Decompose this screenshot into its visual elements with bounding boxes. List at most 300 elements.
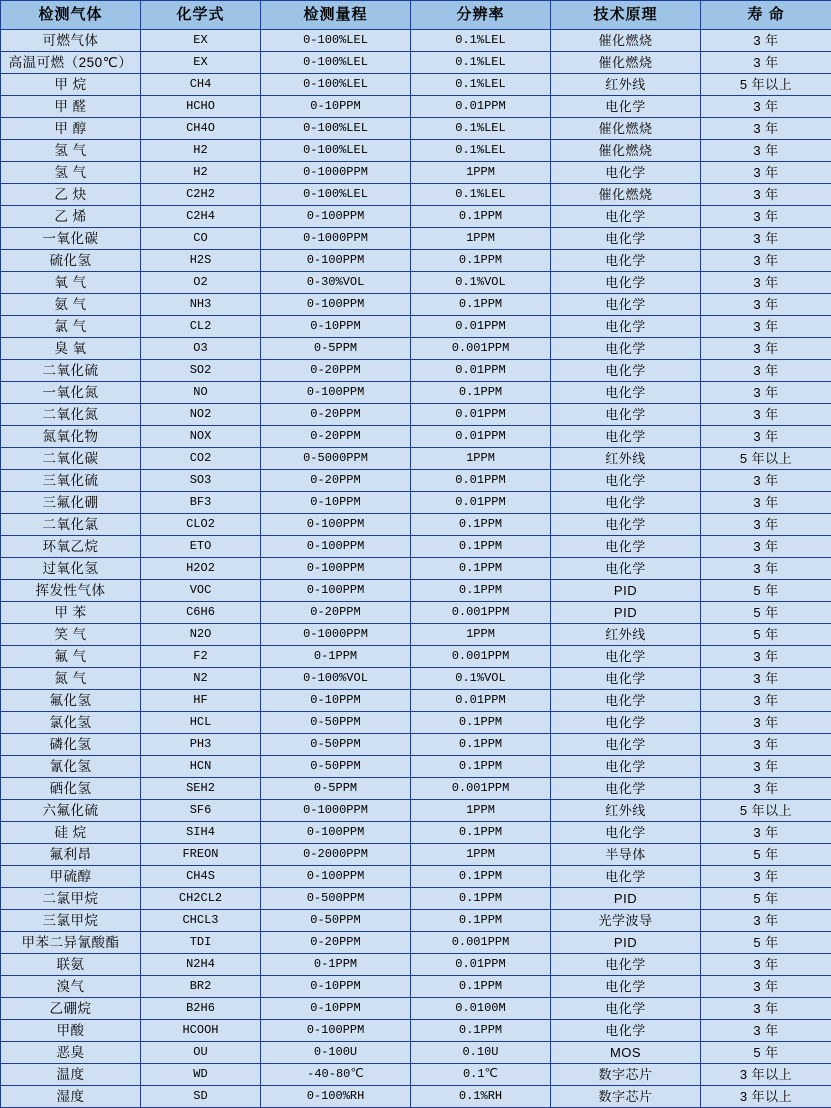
cell-gas: 氯化氢 bbox=[1, 712, 141, 734]
cell-principle: 电化学 bbox=[551, 96, 701, 118]
cell-principle: 电化学 bbox=[551, 426, 701, 448]
cell-gas: 硅 烷 bbox=[1, 822, 141, 844]
cell-lifespan: 5 年以上 bbox=[701, 448, 831, 470]
cell-lifespan: 3 年 bbox=[701, 338, 831, 360]
cell-resolution: 0.01PPM bbox=[411, 470, 551, 492]
cell-lifespan: 5 年以上 bbox=[701, 800, 831, 822]
cell-resolution: 0.1%VOL bbox=[411, 668, 551, 690]
cell-resolution: 1PPM bbox=[411, 800, 551, 822]
table-row bbox=[1, 866, 831, 888]
cell-resolution: 0.001PPM bbox=[411, 338, 551, 360]
cell-gas: 甲 醛 bbox=[1, 96, 141, 118]
cell-resolution: 0.1PPM bbox=[411, 734, 551, 756]
table-row bbox=[1, 74, 831, 96]
cell-principle: 催化燃烧 bbox=[551, 30, 701, 52]
cell-lifespan: 5 年 bbox=[701, 844, 831, 866]
cell-gas: 环氧乙烷 bbox=[1, 536, 141, 558]
table-row bbox=[1, 470, 831, 492]
cell-range: 0-30%VOL bbox=[261, 272, 411, 294]
cell-principle: 电化学 bbox=[551, 778, 701, 800]
cell-range: 0-10PPM bbox=[261, 96, 411, 118]
cell-formula: F2 bbox=[141, 646, 261, 668]
cell-principle: PID bbox=[551, 602, 701, 624]
cell-formula: SEH2 bbox=[141, 778, 261, 800]
cell-principle: PID bbox=[551, 580, 701, 602]
cell-gas: 氢 气 bbox=[1, 140, 141, 162]
cell-lifespan: 3 年 bbox=[701, 1020, 831, 1042]
table-row bbox=[1, 1086, 831, 1108]
cell-gas: 三氧化硫 bbox=[1, 470, 141, 492]
cell-lifespan: 3 年 bbox=[701, 646, 831, 668]
cell-range: 0-100PPM bbox=[261, 514, 411, 536]
cell-formula: CH4S bbox=[141, 866, 261, 888]
table-row bbox=[1, 690, 831, 712]
cell-lifespan: 3 年 bbox=[701, 492, 831, 514]
table-row bbox=[1, 536, 831, 558]
cell-resolution: 0.01PPM bbox=[411, 690, 551, 712]
cell-formula: ETO bbox=[141, 536, 261, 558]
cell-range: 0-1000PPM bbox=[261, 228, 411, 250]
cell-lifespan: 3 年 bbox=[701, 206, 831, 228]
cell-gas: 氨 气 bbox=[1, 294, 141, 316]
cell-gas: 氧 气 bbox=[1, 272, 141, 294]
cell-resolution: 1PPM bbox=[411, 448, 551, 470]
cell-lifespan: 5 年 bbox=[701, 1042, 831, 1064]
cell-range: 0-500PPM bbox=[261, 888, 411, 910]
cell-formula: TDI bbox=[141, 932, 261, 954]
cell-lifespan: 3 年 bbox=[701, 272, 831, 294]
table-row bbox=[1, 228, 831, 250]
cell-gas: 甲 烷 bbox=[1, 74, 141, 96]
cell-formula: C6H6 bbox=[141, 602, 261, 624]
cell-principle: 电化学 bbox=[551, 250, 701, 272]
cell-gas: 乙 烯 bbox=[1, 206, 141, 228]
cell-range: 0-20PPM bbox=[261, 602, 411, 624]
cell-resolution: 0.1%LEL bbox=[411, 140, 551, 162]
cell-lifespan: 3 年 bbox=[701, 52, 831, 74]
cell-lifespan: 3 年 bbox=[701, 360, 831, 382]
cell-principle: PID bbox=[551, 932, 701, 954]
table-row bbox=[1, 822, 831, 844]
cell-lifespan: 3 年 bbox=[701, 294, 831, 316]
table-row bbox=[1, 844, 831, 866]
column-header-range: 检测量程 bbox=[261, 1, 411, 30]
cell-lifespan: 3 年 bbox=[701, 668, 831, 690]
cell-gas: 硒化氢 bbox=[1, 778, 141, 800]
cell-gas: 温度 bbox=[1, 1064, 141, 1086]
cell-range: 0-100PPM bbox=[261, 294, 411, 316]
table-row bbox=[1, 250, 831, 272]
cell-resolution: 0.1PPM bbox=[411, 250, 551, 272]
table-row bbox=[1, 338, 831, 360]
cell-gas: 六氟化硫 bbox=[1, 800, 141, 822]
cell-resolution: 0.1PPM bbox=[411, 822, 551, 844]
cell-resolution: 0.1PPM bbox=[411, 976, 551, 998]
cell-range: 0-5000PPM bbox=[261, 448, 411, 470]
cell-resolution: 0.01PPM bbox=[411, 96, 551, 118]
cell-range: 0-100PPM bbox=[261, 866, 411, 888]
cell-principle: MOS bbox=[551, 1042, 701, 1064]
cell-principle: 电化学 bbox=[551, 756, 701, 778]
cell-lifespan: 3 年 bbox=[701, 30, 831, 52]
cell-principle: 电化学 bbox=[551, 162, 701, 184]
cell-resolution: 0.001PPM bbox=[411, 932, 551, 954]
cell-formula: H2 bbox=[141, 140, 261, 162]
cell-lifespan: 3 年 bbox=[701, 514, 831, 536]
cell-formula: CH2CL2 bbox=[141, 888, 261, 910]
cell-gas: 二氧化碳 bbox=[1, 448, 141, 470]
cell-lifespan: 5 年 bbox=[701, 888, 831, 910]
cell-resolution: 0.01PPM bbox=[411, 492, 551, 514]
cell-gas: 笑 气 bbox=[1, 624, 141, 646]
cell-resolution: 0.1PPM bbox=[411, 514, 551, 536]
cell-lifespan: 3 年 bbox=[701, 184, 831, 206]
table-row bbox=[1, 382, 831, 404]
cell-principle: 光学波导 bbox=[551, 910, 701, 932]
cell-resolution: 0.01PPM bbox=[411, 954, 551, 976]
cell-principle: 数字芯片 bbox=[551, 1086, 701, 1108]
table-row bbox=[1, 800, 831, 822]
cell-principle: 电化学 bbox=[551, 690, 701, 712]
column-header-principle: 技术原理 bbox=[551, 1, 701, 30]
table-row bbox=[1, 426, 831, 448]
cell-gas: 三氯甲烷 bbox=[1, 910, 141, 932]
cell-formula: N2H4 bbox=[141, 954, 261, 976]
cell-gas: 磷化氢 bbox=[1, 734, 141, 756]
cell-lifespan: 3 年 bbox=[701, 426, 831, 448]
cell-range: 0-100PPM bbox=[261, 558, 411, 580]
cell-resolution: 0.001PPM bbox=[411, 602, 551, 624]
cell-resolution: 0.001PPM bbox=[411, 646, 551, 668]
cell-formula: NOX bbox=[141, 426, 261, 448]
cell-principle: 电化学 bbox=[551, 470, 701, 492]
cell-formula: CLO2 bbox=[141, 514, 261, 536]
cell-lifespan: 5 年 bbox=[701, 932, 831, 954]
cell-principle: 电化学 bbox=[551, 976, 701, 998]
cell-principle: 数字芯片 bbox=[551, 1064, 701, 1086]
cell-gas: 硫化氢 bbox=[1, 250, 141, 272]
cell-formula: BF3 bbox=[141, 492, 261, 514]
cell-lifespan: 3 年 bbox=[701, 118, 831, 140]
cell-lifespan: 3 年 bbox=[701, 470, 831, 492]
cell-range: 0-10PPM bbox=[261, 492, 411, 514]
cell-range: 0-100%LEL bbox=[261, 74, 411, 96]
cell-range: 0-1000PPM bbox=[261, 624, 411, 646]
cell-resolution: 0.01PPM bbox=[411, 360, 551, 382]
cell-range: 0-5PPM bbox=[261, 338, 411, 360]
table-row bbox=[1, 448, 831, 470]
cell-formula: CO bbox=[141, 228, 261, 250]
cell-range: 0-100PPM bbox=[261, 206, 411, 228]
cell-formula: SD bbox=[141, 1086, 261, 1108]
cell-resolution: 0.1%LEL bbox=[411, 74, 551, 96]
cell-range: 0-100PPM bbox=[261, 250, 411, 272]
cell-lifespan: 3 年 bbox=[701, 954, 831, 976]
cell-resolution: 0.1%LEL bbox=[411, 52, 551, 74]
cell-gas: 挥发性气体 bbox=[1, 580, 141, 602]
table-row bbox=[1, 778, 831, 800]
cell-formula: EX bbox=[141, 52, 261, 74]
cell-resolution: 0.1PPM bbox=[411, 910, 551, 932]
table-row bbox=[1, 162, 831, 184]
cell-lifespan: 3 年 bbox=[701, 140, 831, 162]
cell-resolution: 0.1%LEL bbox=[411, 184, 551, 206]
cell-resolution: 0.10U bbox=[411, 1042, 551, 1064]
cell-formula: HF bbox=[141, 690, 261, 712]
cell-principle: 电化学 bbox=[551, 272, 701, 294]
cell-lifespan: 3 年 bbox=[701, 712, 831, 734]
cell-gas: 过氧化氢 bbox=[1, 558, 141, 580]
cell-resolution: 0.1PPM bbox=[411, 888, 551, 910]
cell-gas: 氯 气 bbox=[1, 316, 141, 338]
cell-formula: B2H6 bbox=[141, 998, 261, 1020]
cell-principle: 催化燃烧 bbox=[551, 52, 701, 74]
table-row bbox=[1, 294, 831, 316]
cell-range: 0-20PPM bbox=[261, 470, 411, 492]
table-row bbox=[1, 734, 831, 756]
cell-range: 0-1PPM bbox=[261, 646, 411, 668]
cell-gas: 二氧化硫 bbox=[1, 360, 141, 382]
cell-formula: BR2 bbox=[141, 976, 261, 998]
column-header-gas: 检测气体 bbox=[1, 1, 141, 30]
cell-lifespan: 3 年 bbox=[701, 382, 831, 404]
cell-range: 0-10PPM bbox=[261, 316, 411, 338]
cell-principle: 红外线 bbox=[551, 74, 701, 96]
cell-range: 0-50PPM bbox=[261, 712, 411, 734]
table-body bbox=[1, 30, 831, 1108]
cell-gas: 氰化氢 bbox=[1, 756, 141, 778]
cell-formula: NO2 bbox=[141, 404, 261, 426]
cell-range: 0-20PPM bbox=[261, 932, 411, 954]
cell-range: 0-1000PPM bbox=[261, 800, 411, 822]
cell-principle: 电化学 bbox=[551, 404, 701, 426]
cell-principle: 电化学 bbox=[551, 360, 701, 382]
cell-resolution: 0.1℃ bbox=[411, 1064, 551, 1086]
cell-principle: 电化学 bbox=[551, 514, 701, 536]
cell-principle: 电化学 bbox=[551, 998, 701, 1020]
table-row bbox=[1, 888, 831, 910]
cell-principle: 催化燃烧 bbox=[551, 184, 701, 206]
cell-gas: 二氯甲烷 bbox=[1, 888, 141, 910]
cell-formula: CO2 bbox=[141, 448, 261, 470]
column-header-resolution: 分辨率 bbox=[411, 1, 551, 30]
cell-lifespan: 3 年 bbox=[701, 822, 831, 844]
cell-gas: 氢 气 bbox=[1, 162, 141, 184]
cell-formula: O3 bbox=[141, 338, 261, 360]
cell-resolution: 0.1PPM bbox=[411, 712, 551, 734]
table-row bbox=[1, 1020, 831, 1042]
cell-gas: 溴气 bbox=[1, 976, 141, 998]
cell-lifespan: 3 年 bbox=[701, 316, 831, 338]
cell-formula: C2H4 bbox=[141, 206, 261, 228]
cell-formula: HCN bbox=[141, 756, 261, 778]
cell-range: 0-2000PPM bbox=[261, 844, 411, 866]
cell-resolution: 0.1PPM bbox=[411, 206, 551, 228]
table-row bbox=[1, 184, 831, 206]
cell-resolution: 0.01PPM bbox=[411, 426, 551, 448]
cell-resolution: 0.1PPM bbox=[411, 536, 551, 558]
table-row bbox=[1, 30, 831, 52]
cell-range: 0-20PPM bbox=[261, 426, 411, 448]
table-row bbox=[1, 668, 831, 690]
table-header bbox=[1, 1, 831, 30]
cell-principle: 电化学 bbox=[551, 338, 701, 360]
cell-range: 0-100U bbox=[261, 1042, 411, 1064]
cell-principle: 电化学 bbox=[551, 668, 701, 690]
cell-principle: 电化学 bbox=[551, 822, 701, 844]
cell-formula: C2H2 bbox=[141, 184, 261, 206]
column-header-formula: 化学式 bbox=[141, 1, 261, 30]
cell-formula: H2O2 bbox=[141, 558, 261, 580]
cell-gas: 氮氧化物 bbox=[1, 426, 141, 448]
table-row bbox=[1, 932, 831, 954]
table-row bbox=[1, 360, 831, 382]
cell-lifespan: 3 年 bbox=[701, 96, 831, 118]
cell-lifespan: 3 年 bbox=[701, 866, 831, 888]
cell-formula: FREON bbox=[141, 844, 261, 866]
cell-gas: 甲硫醇 bbox=[1, 866, 141, 888]
cell-formula: H2S bbox=[141, 250, 261, 272]
cell-range: 0-10PPM bbox=[261, 998, 411, 1020]
cell-range: 0-100%LEL bbox=[261, 184, 411, 206]
cell-formula: CH4O bbox=[141, 118, 261, 140]
table-row bbox=[1, 140, 831, 162]
table-row bbox=[1, 206, 831, 228]
cell-gas: 二氧化氯 bbox=[1, 514, 141, 536]
cell-range: 0-100%LEL bbox=[261, 30, 411, 52]
cell-resolution: 0.001PPM bbox=[411, 778, 551, 800]
cell-formula: SO3 bbox=[141, 470, 261, 492]
cell-gas: 联氨 bbox=[1, 954, 141, 976]
cell-range: -40-80℃ bbox=[261, 1064, 411, 1086]
cell-gas: 乙 炔 bbox=[1, 184, 141, 206]
cell-range: 0-100PPM bbox=[261, 1020, 411, 1042]
table-row bbox=[1, 976, 831, 998]
cell-gas: 一氧化氮 bbox=[1, 382, 141, 404]
cell-formula: NH3 bbox=[141, 294, 261, 316]
cell-gas: 甲 醇 bbox=[1, 118, 141, 140]
cell-range: 0-10PPM bbox=[261, 690, 411, 712]
cell-resolution: 0.1%LEL bbox=[411, 30, 551, 52]
cell-resolution: 0.1PPM bbox=[411, 558, 551, 580]
cell-formula: O2 bbox=[141, 272, 261, 294]
cell-range: 0-50PPM bbox=[261, 756, 411, 778]
table-row bbox=[1, 118, 831, 140]
cell-resolution: 0.01PPM bbox=[411, 316, 551, 338]
cell-range: 0-1PPM bbox=[261, 954, 411, 976]
cell-resolution: 0.1%RH bbox=[411, 1086, 551, 1108]
cell-gas: 氟利昂 bbox=[1, 844, 141, 866]
cell-formula: SO2 bbox=[141, 360, 261, 382]
cell-formula: NO bbox=[141, 382, 261, 404]
cell-principle: 电化学 bbox=[551, 316, 701, 338]
cell-lifespan: 5 年以上 bbox=[701, 74, 831, 96]
cell-range: 0-100PPM bbox=[261, 580, 411, 602]
cell-lifespan: 3 年 bbox=[701, 910, 831, 932]
table-row bbox=[1, 602, 831, 624]
cell-formula: HCHO bbox=[141, 96, 261, 118]
table-row bbox=[1, 52, 831, 74]
cell-formula: PH3 bbox=[141, 734, 261, 756]
cell-lifespan: 3 年以上 bbox=[701, 1086, 831, 1108]
cell-range: 0-10PPM bbox=[261, 976, 411, 998]
cell-principle: 电化学 bbox=[551, 492, 701, 514]
cell-lifespan: 3 年 bbox=[701, 558, 831, 580]
cell-gas: 甲 苯 bbox=[1, 602, 141, 624]
cell-lifespan: 3 年 bbox=[701, 998, 831, 1020]
cell-resolution: 1PPM bbox=[411, 162, 551, 184]
cell-range: 0-100%LEL bbox=[261, 118, 411, 140]
cell-principle: 电化学 bbox=[551, 866, 701, 888]
cell-principle: 电化学 bbox=[551, 558, 701, 580]
cell-principle: 催化燃烧 bbox=[551, 140, 701, 162]
cell-range: 0-100PPM bbox=[261, 536, 411, 558]
cell-principle: 电化学 bbox=[551, 382, 701, 404]
cell-range: 0-100PPM bbox=[261, 822, 411, 844]
cell-gas: 乙硼烷 bbox=[1, 998, 141, 1020]
cell-gas: 氮 气 bbox=[1, 668, 141, 690]
cell-range: 0-100PPM bbox=[261, 382, 411, 404]
cell-range: 0-1000PPM bbox=[261, 162, 411, 184]
cell-lifespan: 5 年 bbox=[701, 602, 831, 624]
cell-principle: 电化学 bbox=[551, 712, 701, 734]
cell-formula: H2 bbox=[141, 162, 261, 184]
table-row bbox=[1, 96, 831, 118]
cell-resolution: 0.1%VOL bbox=[411, 272, 551, 294]
cell-principle: 红外线 bbox=[551, 800, 701, 822]
cell-lifespan: 3 年 bbox=[701, 734, 831, 756]
cell-principle: 电化学 bbox=[551, 1020, 701, 1042]
table-row bbox=[1, 558, 831, 580]
table-row bbox=[1, 404, 831, 426]
cell-lifespan: 3 年以上 bbox=[701, 1064, 831, 1086]
cell-range: 0-20PPM bbox=[261, 404, 411, 426]
cell-gas: 高温可燃（250℃） bbox=[1, 52, 141, 74]
cell-formula: HCL bbox=[141, 712, 261, 734]
cell-lifespan: 5 年 bbox=[701, 580, 831, 602]
cell-resolution: 0.1PPM bbox=[411, 294, 551, 316]
cell-formula: N2O bbox=[141, 624, 261, 646]
cell-range: 0-100%VOL bbox=[261, 668, 411, 690]
cell-formula: OU bbox=[141, 1042, 261, 1064]
table-row bbox=[1, 646, 831, 668]
cell-gas: 甲苯二异氰酸酯 bbox=[1, 932, 141, 954]
cell-principle: 电化学 bbox=[551, 646, 701, 668]
table-header-row bbox=[1, 1, 831, 30]
cell-formula: VOC bbox=[141, 580, 261, 602]
cell-principle: 电化学 bbox=[551, 228, 701, 250]
cell-gas: 一氧化碳 bbox=[1, 228, 141, 250]
cell-formula: WD bbox=[141, 1064, 261, 1086]
cell-resolution: 0.1PPM bbox=[411, 382, 551, 404]
cell-gas: 臭 氧 bbox=[1, 338, 141, 360]
cell-resolution: 0.1%LEL bbox=[411, 118, 551, 140]
cell-range: 0-100%RH bbox=[261, 1086, 411, 1108]
cell-principle: 红外线 bbox=[551, 624, 701, 646]
table-row bbox=[1, 998, 831, 1020]
cell-principle: 催化燃烧 bbox=[551, 118, 701, 140]
column-header-lifespan: 寿 命 bbox=[701, 1, 831, 30]
table-row bbox=[1, 1042, 831, 1064]
cell-resolution: 1PPM bbox=[411, 624, 551, 646]
cell-formula: SF6 bbox=[141, 800, 261, 822]
cell-lifespan: 3 年 bbox=[701, 756, 831, 778]
table-row bbox=[1, 272, 831, 294]
cell-lifespan: 5 年 bbox=[701, 624, 831, 646]
cell-formula: EX bbox=[141, 30, 261, 52]
cell-gas: 氟 气 bbox=[1, 646, 141, 668]
cell-lifespan: 3 年 bbox=[701, 404, 831, 426]
